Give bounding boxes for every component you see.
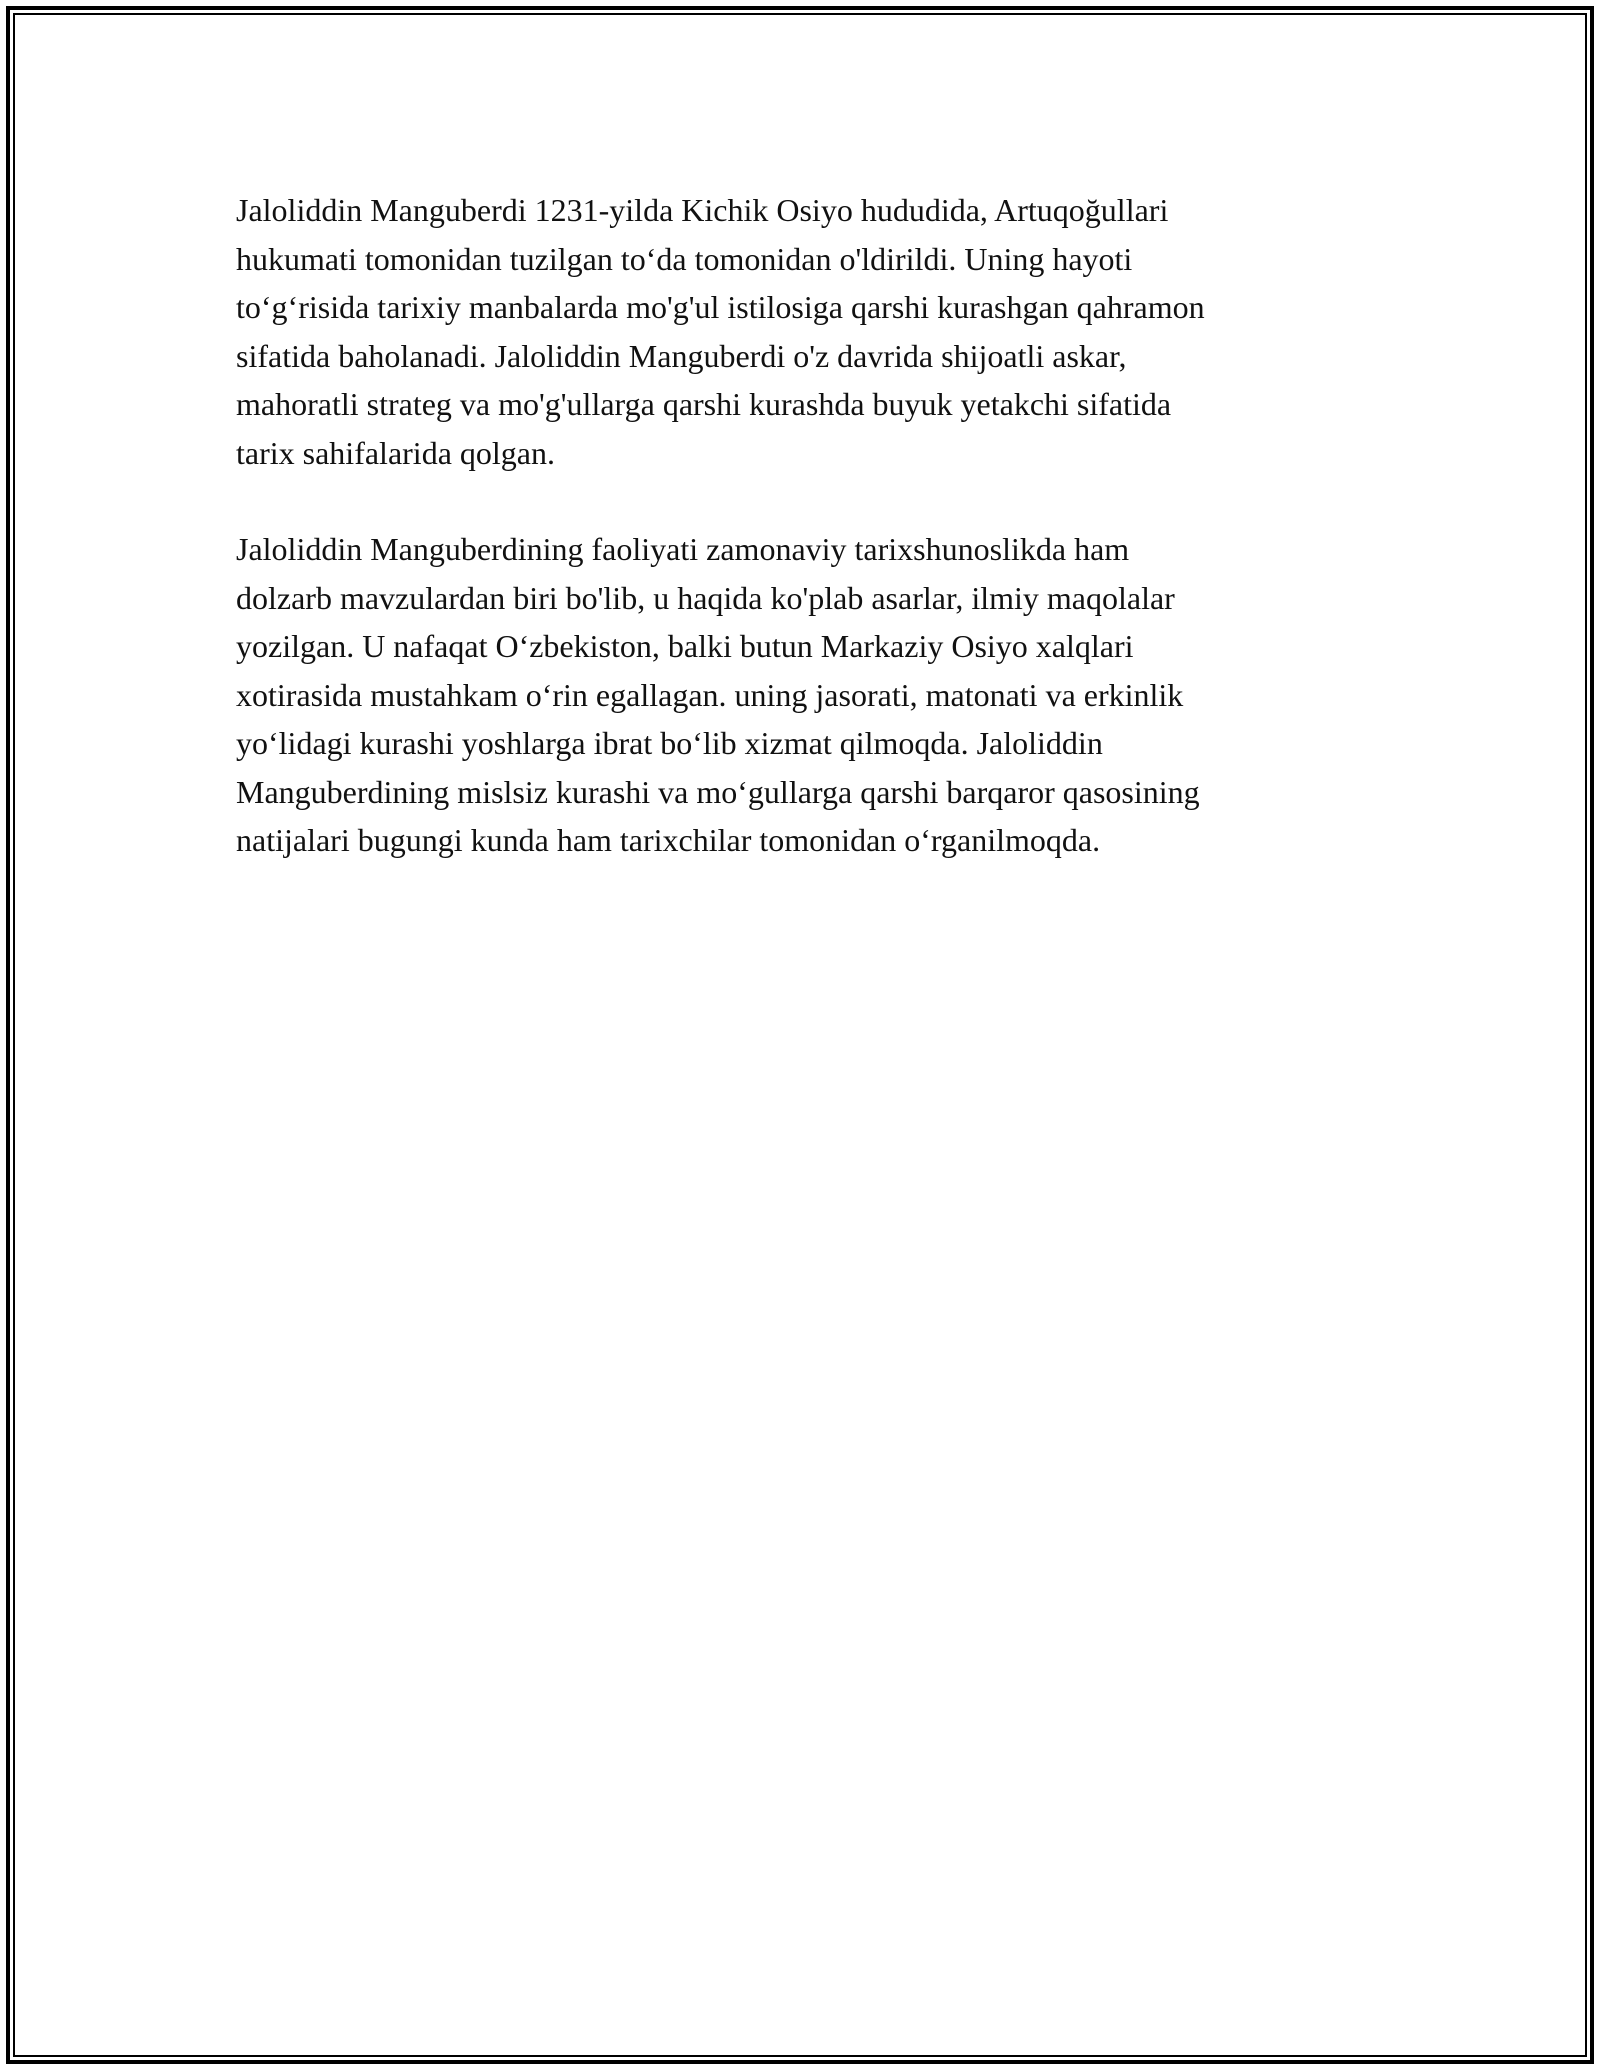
text-line: xotirasida mustahkam oʻrin egallagan. uning jasorati, matonati va erkinlik xyxy=(236,676,1184,713)
text-line: Manguberdining mislsiz kurashi va moʻgullarga qarshi barqaror qasosining xyxy=(236,773,1200,810)
text-line: Jaloliddin Manguberdining faoliyati zamonaviy tarixshunoslikda ham xyxy=(236,531,1130,567)
text-line: tarix sahifalarida qolgan. xyxy=(236,434,555,471)
text-line: hukumati tomonidan tuzilgan toʻda tomonidan o'ldirildi. Uning hayoti xyxy=(236,240,1133,277)
paragraph-1 xyxy=(236,186,1366,477)
text-line: yozilgan. U nafaqat Oʻzbekiston, balki butun Markaziy Osiyo xalqlari xyxy=(236,628,1134,664)
text-line: toʻgʻrisida tarixiy manbalarda mo'g'ul istilosiga qarshi kurashgan qahramon xyxy=(236,289,1205,325)
text-line: Jaloliddin Manguberdi 1231-yilda Kichik Osiyo hududida, Artuqoğullari xyxy=(236,192,1169,228)
paragraph-2 xyxy=(236,525,1366,865)
text-line: natijalari bugungi kunda ham tarixchilar tomonidan oʻrganilmoqda. xyxy=(236,822,1101,858)
document-body xyxy=(236,186,1366,865)
text-line: sifatida baholanadi. Jaloliddin Manguberdi o'z davrida shijoatli askar, xyxy=(236,337,1127,374)
text-line: mahoratli strateg va mo'g'ullarga qarshi kurashda buyuk yetakchi sifatida xyxy=(236,386,1172,422)
text-line: yoʻlidagi kurashi yoshlarga ibrat boʻlib xizmat qilmoqda. Jaloliddin xyxy=(236,725,1103,761)
text-line: dolzarb mavzulardan biri bo'lib, u haqida ko'plab asarlar, ilmiy maqolalar xyxy=(236,579,1175,616)
